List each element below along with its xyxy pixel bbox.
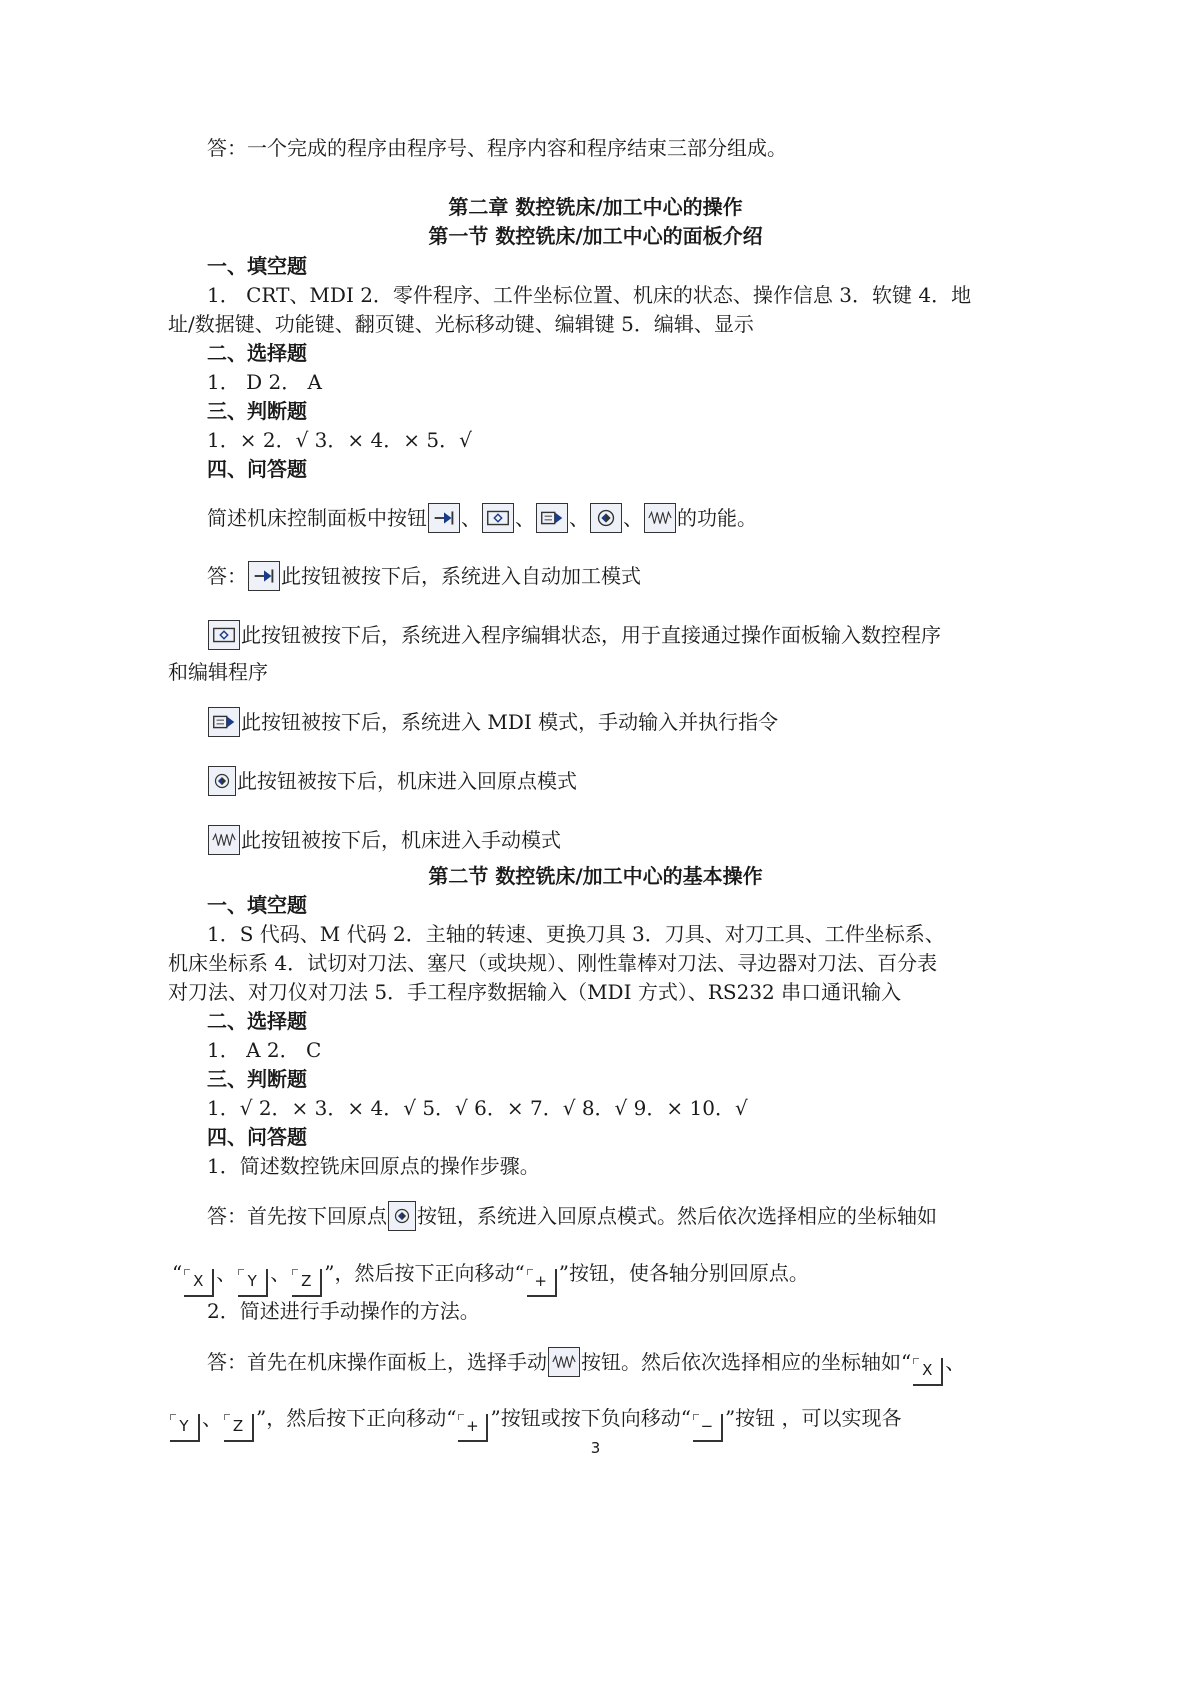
text-line: 1．× 2．√ 3．× 4．× 5．√ <box>207 428 472 452</box>
text: 答：首先在机床操作面板上，选择手动 <box>207 1350 547 1374</box>
answer-line <box>207 825 561 855</box>
text-line: 址/数据键、功能键、翻页键、光标移动键、编辑键 5．编辑、显示 <box>168 312 754 336</box>
text: 此按钮被按下后，机床进入手动模式 <box>241 828 561 852</box>
text-line: 1． CRT、MDI 2．零件程序、工件坐标位置、机床的状态、操作信息 3．软键 4．地 <box>207 283 972 307</box>
plus-key: + <box>527 1269 557 1297</box>
text: 此按钮被按下后，机床进入回原点模式 <box>237 769 577 793</box>
text: 、 <box>945 1350 966 1374</box>
text: 的功能。 <box>677 506 757 530</box>
text: 、 <box>569 506 589 530</box>
y-axis-key: Y <box>238 1269 268 1297</box>
home-mode-icon <box>590 503 622 533</box>
section-title: 第一节 数控铣床/加工中心的面板介绍 <box>428 224 763 248</box>
answer-line <box>207 707 778 737</box>
text: “ <box>680 1406 691 1430</box>
heading-fill: 一、填空题 <box>207 893 307 917</box>
text-line: 1．S 代码、M 代码 2．主轴的转速、更换刀具 3．刀具、对刀工具、工件坐标系、 <box>207 922 945 946</box>
z-axis-key: Z <box>224 1414 254 1442</box>
text: 此按钮被按下后，系统进入程序编辑状态，用于直接通过操作面板输入数控程序 <box>241 623 941 647</box>
x-axis-key: X <box>913 1358 943 1386</box>
edit-mode-icon <box>208 620 240 650</box>
page-number: 3 <box>590 1439 601 1457</box>
text: 、 <box>623 506 643 530</box>
heading-fill: 一、填空题 <box>207 254 307 278</box>
mdi-mode-icon <box>536 503 568 533</box>
text: 按钮，使各轴分别回原点。 <box>568 1261 809 1285</box>
text: “ <box>446 1406 457 1430</box>
answer-line <box>207 561 641 591</box>
text: 按钮 ，可以实现各 <box>735 1406 902 1430</box>
mdi-mode-icon <box>208 707 240 737</box>
text: 、 <box>515 506 535 530</box>
question-line <box>207 503 757 533</box>
manual-mode-icon <box>644 503 676 533</box>
heading-qa: 四、问答题 <box>207 457 307 481</box>
text-line: 1． A 2． C <box>207 1038 322 1062</box>
manual-mode-icon <box>208 825 240 855</box>
text: ，然后按下正向移动 <box>266 1406 447 1430</box>
text: 、 <box>461 506 481 530</box>
text: 此按钮被按下后，系统进入自动加工模式 <box>281 564 641 588</box>
text: ” <box>490 1406 501 1430</box>
plus-key: + <box>458 1414 488 1442</box>
home-mode-icon <box>388 1201 416 1231</box>
answer-line <box>207 134 787 162</box>
home-mode-icon <box>208 766 236 796</box>
manual-mode-icon <box>548 1347 580 1377</box>
text: 此按钮被按下后，系统进入 MDI 模式，手动输入并执行指令 <box>241 710 779 734</box>
answer-line <box>172 1259 809 1297</box>
heading-judge: 三、判断题 <box>207 1067 307 1091</box>
text: 答：一个完成的程序由程序号、程序内容和程序结束三部分组成。 <box>207 136 787 160</box>
question-line: 2．简述进行手动操作的方法。 <box>207 1299 480 1323</box>
x-axis-key: X <box>184 1269 214 1297</box>
text-line: 1．√ 2．× 3．× 4．√ 5．√ 6．× 7．√ 8．√ 9．× 10．√ <box>207 1096 748 1120</box>
text: ，然后按下正向移动 <box>334 1261 515 1285</box>
text: 、 <box>202 1406 222 1430</box>
text: 按钮，系统进入回原点模式。然后依次选择相应的坐标轴如 <box>417 1204 937 1228</box>
text: “ <box>901 1350 912 1374</box>
answer-line <box>207 1347 965 1386</box>
auto-mode-icon <box>428 503 460 533</box>
text: 、 <box>216 1261 237 1285</box>
text: 按钮或按下负向移动 <box>500 1406 681 1430</box>
text: ” <box>724 1406 736 1430</box>
answer-line <box>207 620 941 650</box>
text-line: 1． D 2． A <box>207 370 322 394</box>
text: ” <box>558 1261 569 1285</box>
heading-judge: 三、判断题 <box>207 399 307 423</box>
text: 答：首先按下回原点 <box>207 1204 387 1228</box>
text: 、 <box>270 1261 291 1285</box>
heading-qa: 四、问答题 <box>207 1125 307 1149</box>
auto-mode-icon <box>248 561 280 591</box>
minus-key: − <box>693 1414 723 1442</box>
y-axis-key: Y <box>170 1414 200 1442</box>
text: ” <box>324 1261 335 1285</box>
section-title: 第二节 数控铣床/加工中心的基本操作 <box>428 864 763 888</box>
text: 按钮。然后依次选择相应的坐标轴如 <box>581 1350 901 1374</box>
heading-choice: 二、选择题 <box>207 1009 307 1033</box>
text: 答： <box>207 564 247 588</box>
text: “ <box>514 1261 525 1285</box>
question-line: 1．简述数控铣床回原点的操作步骤。 <box>207 1154 540 1178</box>
text: ” <box>256 1406 267 1430</box>
text-line: 机床坐标系 4．试切对刀法、塞尺（或块规）、刚性靠棒对刀法、寻边器对刀法、百分表 <box>168 951 938 975</box>
answer-line <box>207 766 577 796</box>
chapter-title: 第二章 数控铣床/加工中心的操作 <box>448 195 743 219</box>
answer-line <box>207 1201 937 1231</box>
text-line: 和编辑程序 <box>168 660 268 684</box>
heading-choice: 二、选择题 <box>207 341 307 365</box>
z-axis-key: Z <box>292 1269 322 1297</box>
edit-mode-icon <box>482 503 514 533</box>
text: “ <box>172 1261 183 1285</box>
text: 简述机床控制面板中按钮 <box>207 506 427 530</box>
text-line: 对刀法、对刀仪对刀法 5．手工程序数据输入（MDI 方式）、RS232 串口通讯输入 <box>168 980 902 1004</box>
